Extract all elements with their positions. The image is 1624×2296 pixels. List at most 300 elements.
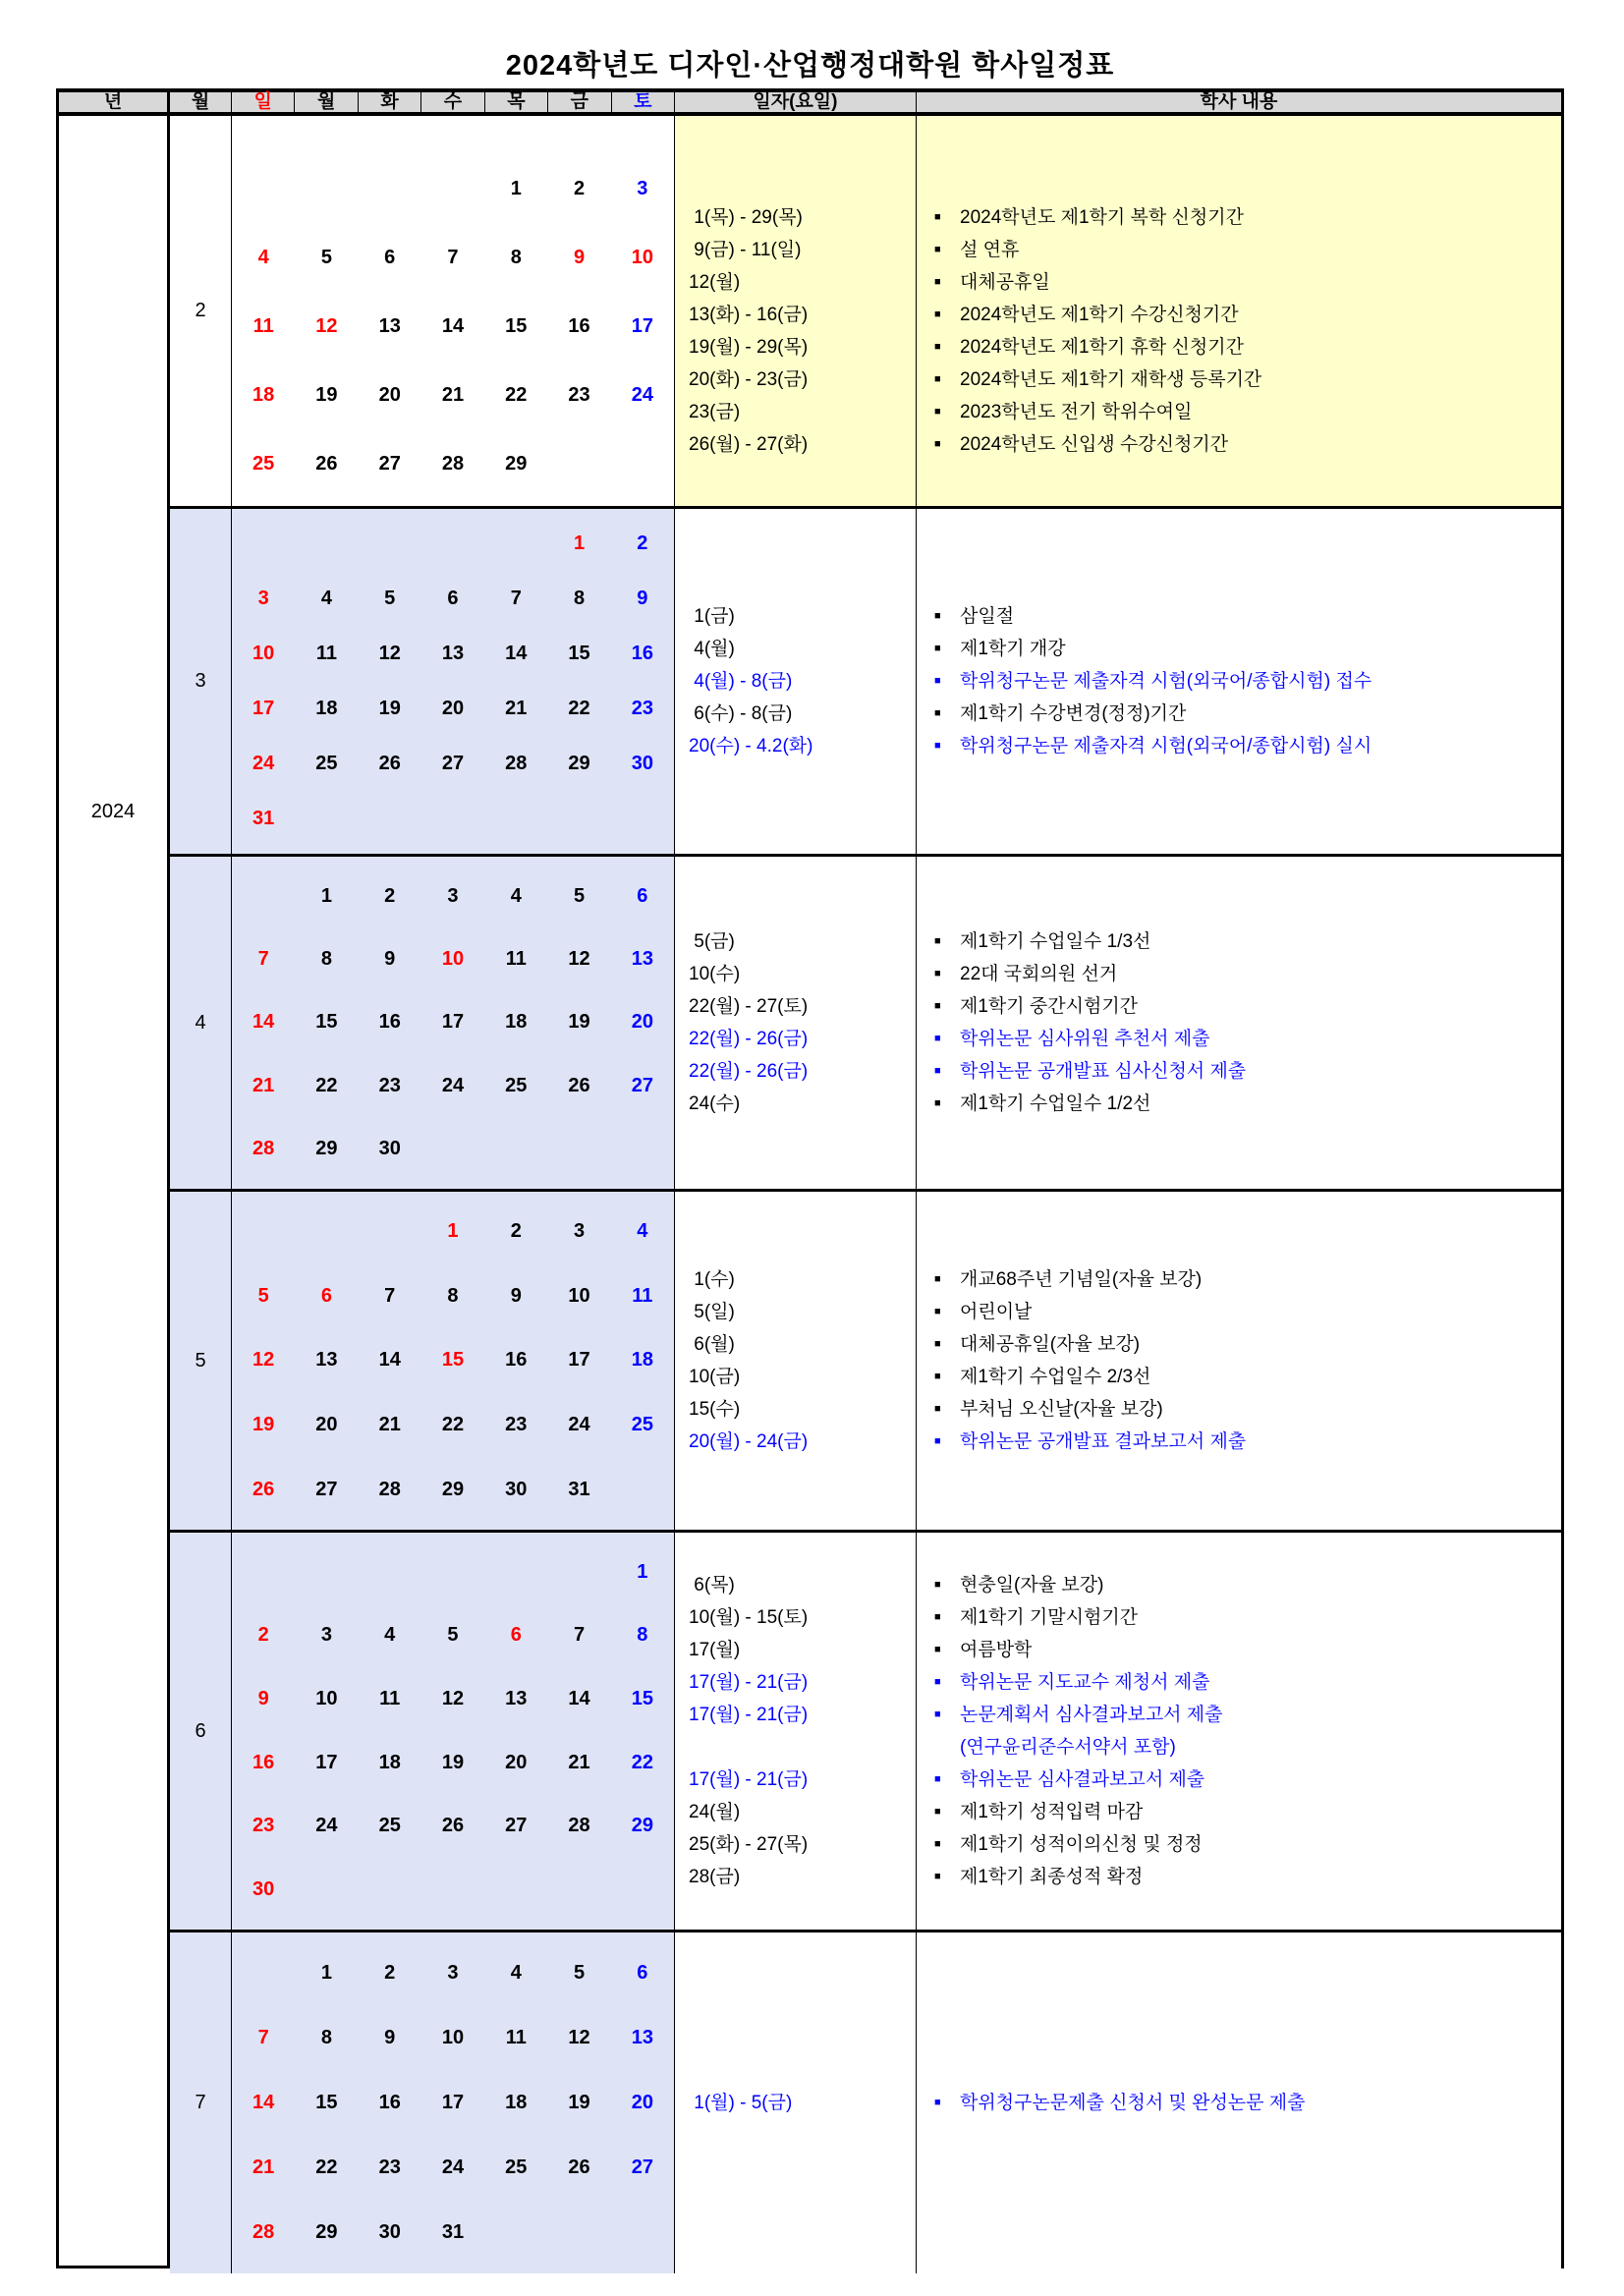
calendar-week — [232, 1624, 674, 1647]
event-column — [917, 1932, 1561, 2273]
event-item — [934, 331, 1561, 364]
month-row-3 — [170, 509, 1561, 857]
month-label-cell — [170, 116, 232, 506]
calendar-day: 3 — [447, 1961, 459, 1984]
calendar-day: 17 — [315, 1751, 338, 1773]
calendar-day: 10 — [441, 2026, 465, 2048]
date-line: 17(월) - 21(금) — [689, 1769, 809, 1790]
event-text: (연구윤리준수서약서 포함) — [960, 1737, 1176, 1758]
calendar-day: 26 — [441, 1815, 465, 1837]
calendar-week — [232, 2221, 674, 2244]
calendar-day: 6 — [510, 1624, 522, 1647]
header-day-wed: 수 — [421, 92, 484, 112]
calendar-day: 19 — [568, 1011, 590, 1034]
date-column — [675, 116, 917, 506]
event-item — [934, 1764, 1561, 1796]
calendar-day: 19 — [568, 2091, 590, 2113]
calendar-day: 3 — [637, 178, 648, 200]
calendar-day — [359, 808, 421, 830]
calendar-day — [611, 808, 674, 830]
calendar-day: 14 — [252, 2091, 275, 2113]
date-line: 22(월) - 26(금) — [689, 1029, 809, 1049]
calendar-day: 22 — [505, 383, 528, 406]
calendar-day — [232, 1220, 295, 1243]
calendar-day: 20 — [631, 1011, 653, 1034]
calendar-day: 10 — [568, 1284, 590, 1307]
calendar-day: 23 — [631, 697, 653, 719]
calendar-week — [232, 643, 674, 665]
calendar-day: 15 — [568, 643, 590, 665]
event-item — [934, 1666, 1561, 1699]
calendar-day: 25 — [505, 2156, 528, 2179]
calendar-day: 17 — [441, 1011, 465, 1034]
calendar-day: 11 — [315, 643, 337, 665]
calendar-day: 1 — [320, 1961, 332, 1984]
calendar-day: 14 — [568, 1688, 590, 1710]
month-label: 4 — [195, 1011, 206, 1034]
calendar-week — [232, 2027, 674, 2049]
date-column — [675, 1533, 917, 1930]
date-line: 10(월) - 15(토) — [689, 1607, 809, 1628]
calendar-day: 19 — [441, 1751, 465, 1773]
month-label-cell — [170, 857, 232, 1189]
calendar-day — [295, 1220, 358, 1243]
date-line: 22(월) - 27(토) — [689, 996, 809, 1017]
event-item — [934, 1699, 1561, 1731]
calendar-day: 27 — [441, 752, 465, 774]
month-calendar — [232, 857, 675, 1189]
calendar-day: 6 — [384, 247, 396, 269]
calendar-day — [232, 532, 295, 555]
event-item — [934, 1796, 1561, 1828]
date-line: 13(화) - 16(금) — [689, 304, 809, 325]
event-text: 2024학년도 제1학기 재학생 등록기간 — [960, 368, 1262, 390]
calendar-day: 7 — [573, 1624, 586, 1647]
date-line: 15(수) — [689, 1399, 741, 1420]
calendar-day: 19 — [315, 383, 338, 406]
calendar-day: 8 — [320, 2026, 332, 2048]
bullet-icon: ■ — [934, 437, 941, 450]
date-line: 6(목) — [689, 1575, 735, 1596]
calendar-day: 5 — [320, 247, 332, 269]
calendar-day — [232, 1561, 295, 1584]
calendar-day — [295, 1561, 358, 1584]
date-line: 20(화) - 23(금) — [689, 368, 809, 390]
calendar-day: 6 — [320, 1284, 332, 1307]
event-text: 부처님 오신날(자율 보강) — [960, 1399, 1163, 1420]
calendar-week — [232, 1138, 674, 1160]
bullet-icon: ■ — [934, 1838, 941, 1850]
calendar-day: 6 — [637, 1961, 648, 1984]
header-day-tue: 화 — [359, 92, 421, 112]
calendar-week — [232, 384, 674, 407]
calendar-day — [421, 808, 484, 830]
date-line: 6(수) - 8(금) — [689, 703, 793, 724]
event-item — [934, 1426, 1561, 1458]
date-line: 20(월) - 24(금) — [689, 1431, 809, 1452]
calendar-day: 15 — [315, 2091, 338, 2113]
date-line: 5(일) — [689, 1302, 735, 1322]
bullet-icon: ■ — [934, 643, 941, 654]
calendar-day: 1 — [510, 178, 522, 200]
date-line: 10(금) — [689, 1367, 741, 1387]
bullet-icon: ■ — [934, 968, 941, 980]
event-column — [917, 1192, 1561, 1530]
date-line — [689, 1731, 916, 1764]
calendar-day: 23 — [568, 383, 590, 406]
event-text: 학위논문 공개발표 심사신청서 제출 — [960, 1061, 1247, 1082]
calendar-day — [421, 1878, 484, 1901]
month-rows — [170, 116, 1561, 2273]
event-item — [934, 1731, 1561, 1764]
calendar-week — [232, 2092, 674, 2114]
calendar-day: 1 — [320, 884, 332, 907]
event-text: 학위논문 공개발표 결과보고서 제출 — [960, 1431, 1247, 1452]
bullet-icon: ■ — [934, 1579, 941, 1591]
event-text: 학위청구논문제출 신청서 및 완성논문 제출 — [960, 2093, 1306, 2113]
calendar-week — [232, 1011, 674, 1034]
event-column — [917, 116, 1561, 506]
event-text: 어린이날 — [960, 1302, 1033, 1322]
event-text: 22대 국회의원 선거 — [960, 964, 1118, 984]
calendar-day: 4 — [510, 884, 522, 907]
calendar-week — [232, 315, 674, 338]
calendar-day — [359, 1561, 421, 1584]
calendar-day: 8 — [320, 948, 332, 971]
event-column — [917, 1533, 1561, 1930]
event-text: 현충일(자율 보강) — [960, 1575, 1104, 1596]
calendar-day: 12 — [378, 643, 401, 665]
calendar-day — [232, 1962, 295, 1985]
date-line: 22(월) - 26(금) — [689, 1061, 809, 1082]
calendar-day: 1 — [573, 532, 586, 555]
date-line: 17(월) — [689, 1640, 741, 1660]
bullet-icon: ■ — [934, 1065, 941, 1077]
calendar-day — [232, 178, 295, 200]
header-content: 학사 내용 — [1200, 91, 1278, 112]
calendar-day — [547, 1878, 610, 1901]
calendar-week — [232, 1815, 674, 1837]
date-column — [675, 509, 917, 854]
date-line: 1(목) - 29(목) — [689, 206, 803, 228]
event-item — [934, 1861, 1561, 1893]
bullet-icon: ■ — [934, 1097, 941, 1109]
calendar-day — [421, 1561, 484, 1584]
event-text: 설 연휴 — [960, 239, 1020, 260]
calendar-day: 11 — [505, 2026, 527, 2048]
calendar-day: 20 — [505, 1751, 528, 1773]
event-column — [917, 857, 1561, 1189]
calendar-day — [547, 2221, 610, 2244]
calendar-day: 28 — [252, 2221, 275, 2244]
event-text: 대체공휴일 — [960, 271, 1050, 293]
calendar-week — [232, 532, 674, 555]
date-line: 25(화) - 27(목) — [689, 1834, 809, 1855]
event-item — [934, 665, 1561, 698]
calendar-day: 16 — [252, 1751, 275, 1773]
calendar-day: 13 — [631, 2026, 653, 2048]
date-line: 23(금) — [689, 401, 741, 422]
calendar-day: 15 — [505, 314, 528, 337]
calendar-day: 28 — [568, 1815, 590, 1837]
calendar-day — [295, 808, 358, 830]
calendar-week — [232, 1220, 674, 1243]
event-item — [934, 990, 1561, 1023]
calendar-day: 22 — [441, 1414, 465, 1436]
calendar-day: 18 — [252, 383, 275, 406]
month-label: 3 — [195, 670, 206, 692]
calendar-day: 11 — [505, 948, 527, 971]
calendar-day — [232, 885, 295, 908]
event-item — [934, 1088, 1561, 1120]
calendar-day: 8 — [573, 588, 586, 610]
year-column — [59, 116, 170, 2266]
calendar-day: 28 — [378, 1478, 401, 1500]
calendar-day: 2 — [573, 178, 586, 200]
calendar-day: 13 — [315, 1349, 338, 1372]
calendar-day — [547, 1561, 610, 1584]
bullet-icon: ■ — [934, 275, 941, 288]
event-text: 제1학기 성적이의신청 및 정정 — [960, 1834, 1203, 1855]
calendar-day: 18 — [378, 1751, 401, 1773]
event-text: 제1학기 기말시험기간 — [960, 1607, 1139, 1628]
bullet-icon: ■ — [934, 610, 941, 622]
calendar-day — [421, 1138, 484, 1160]
bullet-icon: ■ — [934, 1676, 941, 1688]
date-line: 6(월) — [689, 1334, 735, 1355]
calendar-day: 4 — [320, 588, 332, 610]
page-title: 2024학년도 디자인·산업행정대학원 학사일정표 — [505, 50, 1115, 82]
calendar-day: 7 — [257, 2026, 269, 2048]
calendar-day: 9 — [637, 588, 648, 610]
calendar-day: 7 — [384, 1284, 396, 1307]
calendar-day: 26 — [315, 452, 338, 475]
calendar-week — [232, 808, 674, 830]
event-text: 2023학년도 전기 학위수여일 — [960, 401, 1193, 422]
calendar-day — [295, 178, 358, 200]
calendar-day — [611, 1138, 674, 1160]
event-item — [934, 600, 1561, 633]
calendar-day: 15 — [441, 1349, 465, 1372]
calendar-day: 21 — [568, 1751, 590, 1773]
event-item — [934, 730, 1561, 762]
calendar-day: 8 — [510, 247, 522, 269]
calendar-day: 13 — [378, 314, 401, 337]
calendar-day: 30 — [252, 1878, 275, 1901]
month-calendar — [232, 1932, 675, 2273]
calendar-day: 21 — [505, 697, 528, 719]
calendar-day: 24 — [441, 2156, 465, 2179]
bullet-icon: ■ — [934, 1338, 941, 1350]
calendar-week — [232, 948, 674, 971]
calendar-day: 20 — [378, 383, 401, 406]
calendar-day: 16 — [505, 1349, 528, 1372]
calendar-day: 24 — [252, 752, 275, 774]
calendar-day — [484, 1561, 547, 1584]
date-line: 17(월) - 21(금) — [689, 1672, 809, 1693]
month-label: 5 — [195, 1349, 206, 1372]
event-text: 제1학기 중간시험기간 — [960, 996, 1139, 1017]
calendar-week — [232, 453, 674, 476]
event-item — [934, 698, 1561, 730]
calendar-day: 22 — [315, 2156, 338, 2179]
calendar-day: 27 — [378, 452, 401, 475]
calendar-day: 18 — [631, 1349, 653, 1372]
calendar-day: 23 — [378, 1074, 401, 1096]
event-item — [934, 1263, 1561, 1296]
event-item — [934, 201, 1561, 234]
calendar-day: 14 — [505, 643, 528, 665]
calendar-week — [232, 1962, 674, 1985]
event-item — [934, 428, 1561, 461]
year-label: 2024 — [90, 801, 136, 822]
calendar-day: 25 — [315, 752, 338, 774]
calendar-day: 24 — [568, 1414, 590, 1436]
calendar-day: 5 — [447, 1624, 459, 1647]
calendar-day — [421, 178, 484, 200]
calendar-day: 10 — [315, 1688, 338, 1710]
calendar-day: 21 — [252, 1074, 275, 1096]
bullet-icon: ■ — [934, 340, 941, 353]
calendar-day: 21 — [378, 1414, 401, 1436]
calendar-day: 1 — [637, 1560, 648, 1583]
calendar-day — [484, 808, 547, 830]
calendar-week — [232, 1752, 674, 1774]
month-label-cell — [170, 1533, 232, 1930]
date-line: 9(금) - 11(일) — [689, 239, 802, 260]
calendar-day — [547, 1138, 610, 1160]
bullet-icon: ■ — [934, 1773, 941, 1785]
date-column — [675, 857, 917, 1189]
event-item — [934, 1828, 1561, 1861]
month-row-2 — [170, 116, 1561, 509]
event-item — [934, 396, 1561, 428]
event-text: 개교68주년 기념일(자율 보강) — [960, 1269, 1203, 1290]
calendar-day — [359, 1878, 421, 1901]
calendar-day: 16 — [631, 643, 653, 665]
calendar-day: 3 — [257, 588, 269, 610]
calendar-day: 26 — [568, 2156, 590, 2179]
calendar-day: 17 — [252, 697, 275, 719]
calendar-day: 16 — [378, 1011, 401, 1034]
calendar-week — [232, 1878, 674, 1901]
calendar-week — [232, 1075, 674, 1097]
calendar-day: 11 — [379, 1688, 401, 1710]
calendar-day: 27 — [315, 1478, 338, 1500]
month-label-cell — [170, 1192, 232, 1530]
calendar-day: 7 — [257, 948, 269, 971]
date-line: 28(금) — [689, 1867, 741, 1887]
calendar-day: 29 — [441, 1478, 465, 1500]
calendar-day: 2 — [257, 1624, 269, 1647]
event-text: 제1학기 수업일수 1/3선 — [960, 931, 1151, 952]
header-year: 년 — [59, 92, 170, 112]
event-item — [934, 1296, 1561, 1328]
calendar-day: 26 — [252, 1478, 275, 1500]
bullet-icon: ■ — [934, 935, 941, 947]
calendar-day: 18 — [315, 697, 338, 719]
calendar-table — [56, 88, 1564, 2268]
calendar-day: 28 — [252, 1138, 275, 1160]
calendar-day — [611, 2221, 674, 2244]
date-line: 12(월) — [689, 271, 741, 293]
date-line: 1(금) — [689, 606, 735, 627]
date-line: 19(월) - 29(목) — [689, 336, 809, 358]
calendar-day: 12 — [441, 1688, 465, 1710]
calendar-day: 23 — [378, 2156, 401, 2179]
event-item — [934, 633, 1561, 665]
event-item — [934, 1023, 1561, 1055]
bullet-icon: ■ — [934, 1644, 941, 1655]
calendar-day: 5 — [257, 1284, 269, 1307]
calendar-day: 22 — [631, 1751, 653, 1773]
calendar-day: 31 — [441, 2221, 465, 2244]
calendar-day: 25 — [378, 1815, 401, 1837]
calendar-day: 11 — [632, 1284, 653, 1307]
bullet-icon: ■ — [934, 1708, 941, 1720]
calendar-day: 3 — [573, 1220, 586, 1243]
calendar-day: 21 — [441, 383, 465, 406]
bullet-icon: ■ — [934, 675, 941, 687]
calendar-day: 24 — [631, 383, 653, 406]
calendar-day: 12 — [568, 2026, 590, 2048]
calendar-day: 29 — [315, 1138, 338, 1160]
date-line: 17(월) - 21(금) — [689, 1705, 809, 1725]
date-line: 1(수) — [689, 1269, 735, 1290]
calendar-day: 12 — [315, 314, 338, 337]
event-text: 2024학년도 신입생 수강신청기간 — [960, 433, 1229, 455]
calendar-day: 14 — [252, 1011, 275, 1034]
calendar-day: 12 — [252, 1349, 275, 1372]
date-line: 26(월) - 27(화) — [689, 433, 809, 455]
header-day-sun: 일 — [232, 92, 295, 112]
header-month: 월 — [170, 92, 232, 112]
calendar-day: 13 — [505, 1688, 528, 1710]
calendar-day: 12 — [568, 948, 590, 971]
calendar-day: 13 — [631, 948, 653, 971]
event-item — [934, 234, 1561, 266]
header-day-thu: 목 — [485, 92, 548, 112]
event-text: 학위논문 지도교수 제청서 제출 — [960, 1672, 1210, 1693]
calendar-day — [611, 1878, 674, 1901]
calendar-week — [232, 1285, 674, 1308]
event-text: 제1학기 수업일수 1/2선 — [960, 1093, 1151, 1114]
bullet-icon: ■ — [934, 1403, 941, 1415]
calendar-day: 8 — [637, 1624, 648, 1647]
calendar-day: 5 — [573, 1961, 586, 1984]
event-item — [934, 266, 1561, 299]
calendar-day — [547, 808, 610, 830]
event-item — [934, 1393, 1561, 1426]
calendar-day: 9 — [384, 2026, 396, 2048]
month-calendar — [232, 1533, 675, 1930]
calendar-day — [295, 532, 358, 555]
calendar-day: 2 — [384, 884, 396, 907]
calendar-day: 25 — [252, 452, 275, 475]
calendar-day: 5 — [384, 588, 396, 610]
calendar-day: 5 — [573, 884, 586, 907]
bullet-icon: ■ — [934, 1000, 941, 1012]
event-item — [934, 1328, 1561, 1361]
calendar-day: 14 — [378, 1349, 401, 1372]
month-label-cell — [170, 1932, 232, 2273]
calendar-day: 19 — [252, 1414, 275, 1436]
calendar-day: 17 — [568, 1349, 590, 1372]
calendar-day — [484, 2221, 547, 2244]
date-line: 4(월) - 8(금) — [689, 671, 793, 692]
calendar-day: 27 — [631, 2156, 653, 2179]
bullet-icon: ■ — [934, 2097, 941, 2108]
